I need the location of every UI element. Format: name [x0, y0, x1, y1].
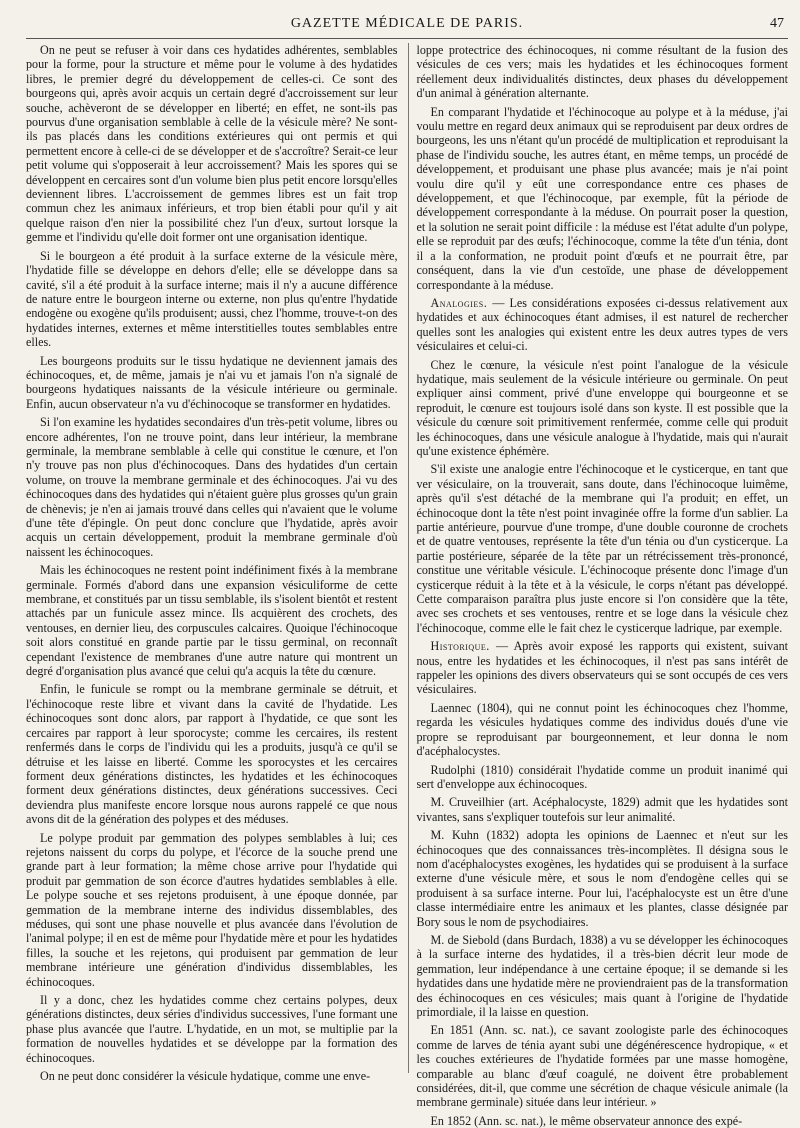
section-heading: Historique.: [430, 639, 490, 654]
paragraph: [26, 1069, 398, 1083]
paragraph-text: M. Cruveilhier (art. Acéphalocyste, 1829) admit que les hydatides sont vivantes, sans s'expliquer toutefois sur leur animalité.: [416, 795, 788, 824]
right-column: [408, 43, 789, 1128]
page-header: [26, 14, 788, 39]
paragraph: [26, 563, 398, 678]
paragraph-text: M. Kuhn (1832) adopta les opinions de Laennec et n'eut sur les échinocoques que des connaissances très-incomplètes. Il désigna sous le nom d'acéphalocystes exogènes, les hydatides qui se produisent à la surface externe d'une vésicule mère, et sous le nom d'endogène celles qui se produisent à sa surface interne. Pour lui, l'acéphalocyste est un être d'une classe intermédiaire entre les animaux et les plantes, classe désignée par Bory sous le nom de psychodiaires.: [416, 828, 788, 929]
paragraph: [26, 993, 398, 1065]
paragraph-text: Laennec (1804), qui ne connut point les échinocoques chez l'homme, regarda les vésicules hydatiques comme des individus doués d'une vie propre se reproduisant par bourgeonnement, et leur donna le nom d'acéphalocystes.: [416, 700, 788, 759]
paragraph-text: Chez le cœnure, la vésicule n'est point l'analogue de la vésicule hydatique, mais seulement de la vésicule intérieure ou germinale. On peut expliquer ainsi comment, privé d'une enveloppe qui bourgeonne et se reproduit, le cœnure est toujours isolé dans son kyste. Il est possible que la vésicule du cœnure soit primitivement renfermée, comme celle qui produit les échinocoques, dans une vésicule analogue à l'hydatide, mais qui n'aurait qu'une existence éphémère.: [416, 357, 788, 458]
paragraph: [26, 354, 398, 412]
paragraph: [417, 639, 789, 697]
paragraph-text: S'il existe une analogie entre l'échinocoque et le cysticerque, en tant que ver vésiculaire, on la trouverait, sans doute, dans l'échinocoque luimême, après qu'il s'est détaché de la membrane qui l'a produit; en effet, un échinocoque dont la tête n'est point invaginée offre la forme d'un sablier. La partie antérieure, pourvue d'une trompe, d'une double couronne de crochets et de quatre ventouses, représente la tête d'un ténia ou d'un cysticerque. La partie postérieure, séparée de la tête par un rétrécissement très-prononcé, constitue une véritable vésicule. L'échinocoque présente donc l'image d'un cysticerque réduit à la tête et à la vésicule, le corps n'étant pas développé. Cette comparaison paraîtra plus juste encore si l'on considère que la tête, avec ses crochets et ses ventouses, rentre et se loge dans la vésicule chez l'échinocoque, comme elle le fait chez le cysticerque ladrique, par exemple.: [416, 462, 788, 635]
page-number: 47: [770, 16, 784, 31]
paragraph: [417, 1114, 789, 1128]
paragraph-text: — Les considérations exposées ci-dessus relativement aux hydatides et aux échinocoques étant admises, il est naturel de rechercher quelles sont les analogies qui existent entre les deux autres types de vers vésiculaires et celui-ci.: [416, 295, 788, 354]
paragraph: [417, 828, 789, 929]
text-columns: [26, 43, 788, 1128]
journal-title: GAZETTE MÉDICALE DE PARIS.: [290, 16, 524, 31]
section-heading: Analogies.: [430, 295, 488, 310]
paragraph-text: Rudolphi (1810) considérait l'hydatide comme un produit inanimé qui sert d'enveloppe aux échinocoques.: [416, 762, 788, 791]
paragraph: [417, 1023, 789, 1109]
paragraph-text: Les bourgeons produits sur le tissu hydatique ne deviennent jamais des échinocoques, et, de même, jamais je n'ai vu et jamais l'on n'a signalé de bourgeons hydatiques naissants de la vésicule intérieure ou germinale. Enfin, aucun observateur n'a vu d'échinocoque se transformer en hydatides.: [26, 353, 398, 411]
paragraph: [417, 763, 789, 792]
paragraph-text: Le polype produit par gemmation des polypes semblables à lui; ces rejetons naissent du corps du polype, et l'écorce de la souche prend une grande part à leur formation; la même chose arrive pour l'hydatide qui produit par gemmation de son écorce d'autres hydatides semblables à elle. Le polype souche et ses rejetons produisent, à une époque donnée, par gemmation de la membrane interne des individus dissemblables, des méduses, qui sont une phase nouvelle et plus avancée dans l'évolution de l'animal polype; il en est de même pour l'hydatide mère et pour les hydatides filles, la souche et les rejetons, qui produisent par gemmation de leur membrane intérieure une génération d'individus dissemblables, les échinocoques.: [26, 830, 398, 989]
paragraph: [417, 462, 789, 635]
paragraph-text: M. de Siebold (dans Burdach, 1838) a vu se développer les échinocoques à la surface interne des hydatides, il a très-bien décrit leur mode de gemmation, leur indépendance à une certaine époque; il se demande si les hydatides dans une hydatide mère ne proviendraient pas de la transformation des échinocoques en ces vésicules; mais quant à l'origine de l'hydatide primordiale, il la laisse en question.: [416, 932, 788, 1019]
paragraph: [417, 296, 789, 354]
paragraph: [417, 43, 789, 101]
paragraph-text: Si l'on examine les hydatides secondaires d'un très-petit volume, libres ou encore adhérentes, l'on ne trouve point, dans leur intérieur, la membrane germinale, la membrane semblable à celle qui constitue le cœnure, et l'on n'y trouve pas non plus d'échinocoques. Dans des hydatides d'un certain volume, on trouve la membrane germinale et des échinocoques. J'ai vu des échinocoques dans des hydatides qui n'étaient guère plus grosses qu'un grain de chènevis; je n'en ai jamais trouvé dans celles qui n'avaient que le volume d'une tête d'épingle. On peut donc conclure que l'hydatide, après avoir acquis un certain développement, produit la membrane germinale d'où naissent les échinocoques.: [26, 415, 398, 559]
paragraph: [417, 795, 789, 824]
left-column: [26, 43, 398, 1084]
paragraph-text: On ne peut se refuser à voir dans ces hydatides adhérentes, semblables pour la forme, pour la structure et même pour le volume à des hydatides libres, le premier degré du développement de celles-ci. Ce sont des bourgeons qui, après avoir acquis un certain degré d'accroissement sur leur souche, achèveront de se développer en liberté; en effet, ne sont-ils pas pourvus d'une organisation semblable à celle de la vésicule mère? Ne sont-ils pas placés dans les conditions extérieures qui ont permis et qui permettent encore à celle-ci de se développer et de s'accroître? Serait-ce leur petit volume qui s'opposerait à leur accroissement? Mais les spores qui se développent en cercaires sont d'un volume bien plus petit encore lorsqu'elles deviennent libres. L'accroissement de gemmes libres est un fait trop commun chez les animaux inférieurs, et trop bien établi pour qu'il y ait quelque raison d'en nier la possibilité chez l'un d'eux, surtout lorsque la gemme et l'individu qu'elle doit former ont une organisation identique.: [26, 43, 398, 245]
paragraph-text: On ne peut donc considérer la vésicule hydatique, comme une enve-: [40, 1069, 371, 1084]
paragraph: [417, 358, 789, 459]
paragraph-text: Mais les échinocoques ne restent point indéfiniment fixés à la membrane germinale. Formés d'abord dans une expansion vésiculiforme de cette membrane, et constitués par un tissu semblable, ils s'isolent bientôt et restent attachés par un funicule assez mince. Ils acquièrent des crochets, des ventouses, en dernier lieu, des corpuscules calcaires. Quoique l'échinocoque soit alors constitué en grande partie par le tissu germinal, on reconnaît cependant l'existence de membranes d'une autre nature qui montrent un degré d'organisation plus avancé que celui qu'a acquis la tête du cœnure.: [26, 563, 398, 679]
paragraph: [26, 249, 398, 350]
paragraph-text: loppe protectrice des échinocoques, ni comme résultant de la fusion des vésicules de ces vers; mais les hydatides et les échinocoques forment réellement deux individualités distinctes, deux phases du développement d'un animal à génération alternante.: [416, 43, 788, 101]
paragraph: [26, 415, 398, 559]
paragraph-text: Si le bourgeon a été produit à la surface externe de la vésicule mère, l'hydatide fille se développe en dehors d'elle; elle se développe dans sa cavité, s'il a été produit à la surface interne; mais il n'y a aucune différence de nature entre le bourgeon interne ou externe, non plus qu'entre l'hydatide endogène ou exogène qu'ils produisent; aussi, chez l'homme, trouve-t-on des hydatides internes, externes et même interstitielles toutes semblables entre elles.: [26, 248, 398, 350]
paragraph-text: En 1851 (Ann. sc. nat.), ce savant zoologiste parle des échinocoques comme de larves de ténia ayant subi une dégénérescence hydropique, « et les couches extérieures de l'hydatide formées par une masse homogène, comparable au blanc d'œuf coagulé, ne doivent être probablement considérées, dit-il, que comme une sécrétion de chaque vésicule animale (la membrane germinale) située dans leur intérieur. »: [416, 1023, 788, 1110]
paragraph: [26, 682, 398, 826]
paragraph: [26, 43, 398, 245]
paragraph-text: Enfin, le funicule se rompt ou la membrane germinale se détruit, et l'échinocoque reste libre et vivant dans la cavité de l'hydatide. Les échinocoques sont donc alors, par rapport à l'hydatide, ce que sont les cercaires par rapport à leur sporocyste; comme les cercaires, ils restent renfermés dans le corps de l'individu qui les a produits, jusqu'à ce qu'il se détruise et les laisse en liberté. Comme les sporocystes et les cercaires forment deux générations distinctes, les hydatides et les échinocoques forment deux générations distinctes, deux générations successives. Ceci deviendra plus manifeste encore lorsque nous aurons rappelé ce que nous avons dit de la génération des polypes et des méduses.: [26, 682, 398, 827]
paragraph-text: Il y a donc, chez les hydatides comme chez certains polypes, deux générations distinctes, deux séries d'individus successives, l'une formant une phase plus avancée que l'autre. L'hydatide, en un mot, se multiplie par la formation de nouvelles hydatides et se développe par la formation des échinocoques.: [26, 993, 398, 1065]
paragraph-text: — Après avoir exposé les rapports qui existent, suivant nous, entre les hydatides et les échinocoques, il n'est pas sans intérêt de rappeler les opinions des divers observateurs qui se sont occupés de ces vers vésiculaires.: [416, 639, 788, 697]
paragraph: [417, 105, 789, 292]
paragraph: [26, 831, 398, 989]
paragraph: [417, 933, 789, 1019]
paragraph: [417, 701, 789, 759]
paragraph-text: En 1852 (Ann. sc. nat.), le même observateur annonce des expé-: [430, 1113, 743, 1128]
paragraph-text: En comparant l'hydatide et l'échinocoque au polype et à la méduse, j'ai voulu mettre en regard deux animaux qui se reproduisent par deux ordres de bourgeons, les uns n'étant qu'un procédé de multiplication et reproduisant la phase de l'individu souche, les autres étant, en même temps, un procédé de développement, et produisant une phase plus avancée; mais je n'ai point voulu dire qu'il y eût une correspondance entre ces phases de développement, et que l'échinocoque, par exemple, fût la période de développement correspondante à la méduse. On pourrait poser la question, et la solution ne serait point difficile : la méduse est l'état adulte d'un polype, elle se reproduit par des œufs; l'échinocoque, comme la tête d'un ténia, dont il a la conformation, ne produit point d'œufs et ne pourrait être, par conséquent, dans la vie d'un cestoïde, une phase de développement correspondante à la méduse.: [416, 104, 788, 292]
